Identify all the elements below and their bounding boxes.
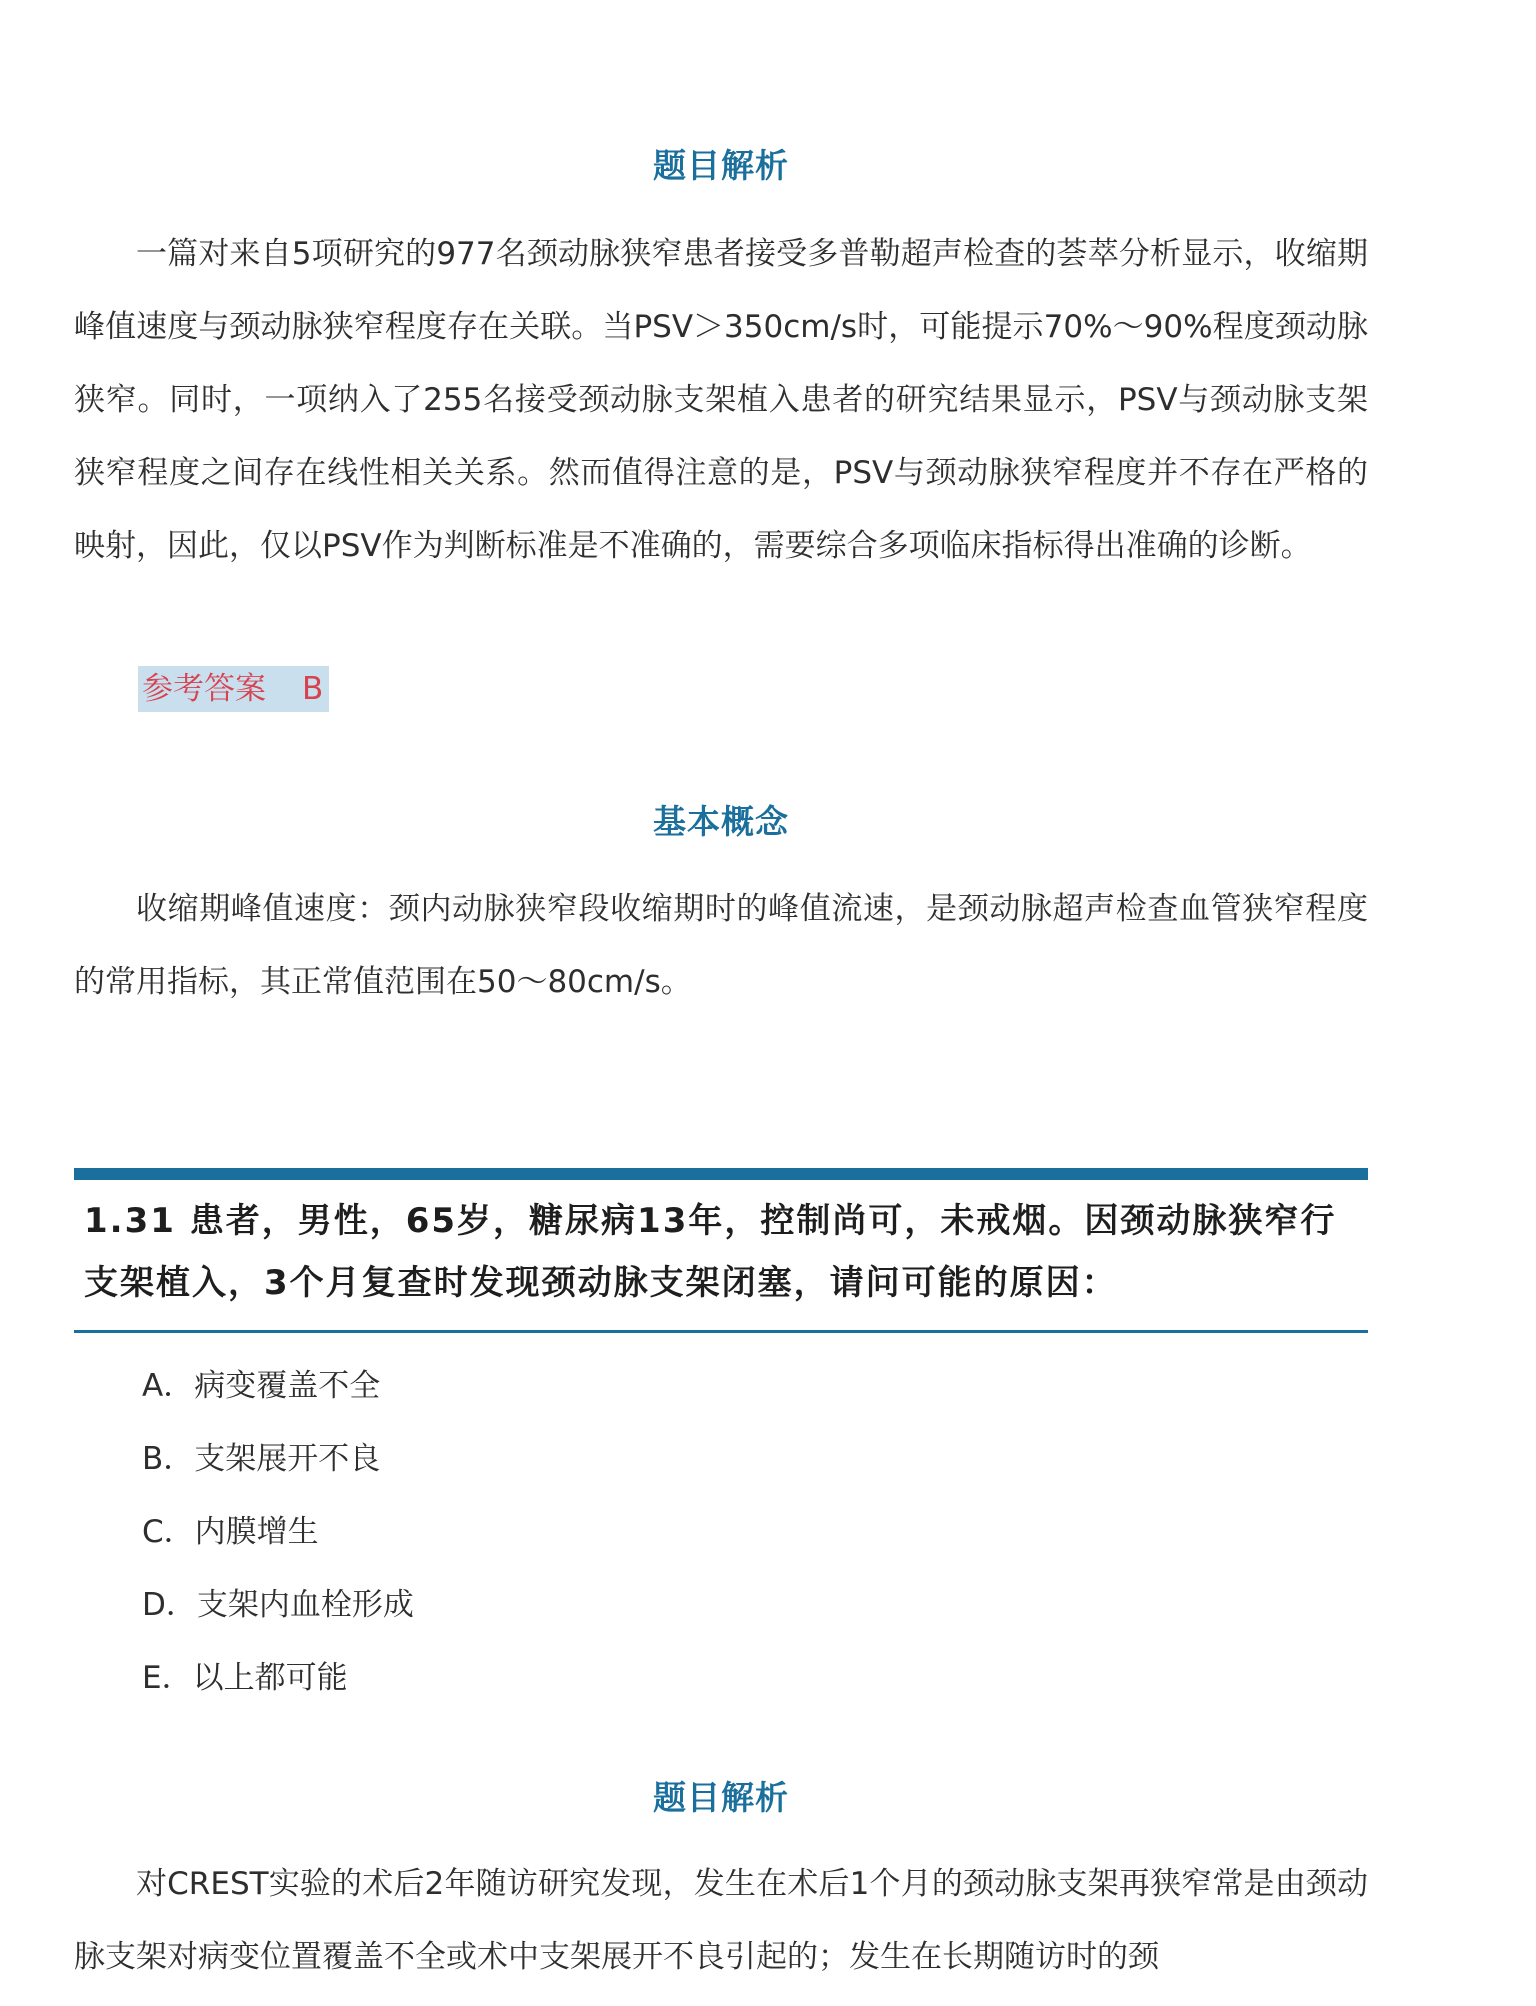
option-a: A．病变覆盖不全: [142, 1368, 381, 1404]
answer-value: B: [302, 671, 324, 707]
section-heading-concept: 基本概念: [653, 802, 789, 841]
question-stem: 1.31 患者，男性，65岁，糖尿病13年，控制尚可，未戒烟。因颈动脉狭窄行支架植入，3个月复查时发现颈动脉支架闭塞，请问可能的原因：: [84, 1201, 1337, 1303]
option-d: D．支架内血栓形成: [142, 1587, 414, 1623]
option-b: B．支架展开不良: [142, 1441, 381, 1477]
question-top-rule: [74, 1168, 1368, 1180]
section-heading-analysis-2: 题目解析: [653, 1778, 789, 1817]
option-c: C．内膜增生: [142, 1514, 319, 1550]
question-bottom-rule: [74, 1330, 1368, 1333]
concept-paragraph: 收缩期峰值速度：颈内动脉狭窄段收缩期时的峰值流速，是颈动脉超声检查血管狭窄程度的常用指标，其正常值范围在50～80cm/s。: [74, 891, 1368, 1000]
analysis-paragraph-2: 对CREST实验的术后2年随访研究发现，发生在术后1个月的颈动脉支架再狭窄常是由颈动脉支架对病变位置覆盖不全或术中支架展开不良引起的；发生在长期随访时的颈: [74, 1866, 1368, 1975]
section-heading-analysis: 题目解析: [653, 146, 789, 185]
reference-answer-badge: [138, 666, 329, 712]
analysis-paragraph: 一篇对来自5项研究的977名颈动脉狭窄患者接受多普勒超声检查的荟萃分析显示，收缩期峰值速度与颈动脉狭窄程度存在关联。当PSV＞350cm/s时，可能提示70%～90%程度颈动脉狭窄。同时，一项纳入了255名接受颈动脉支架植入患者的研究结果显示，PSV与颈动脉支架狭窄程度之间存在线性相关关系。然而值得注意的是，PSV与颈动脉狭窄程度并不存在严格的映射，因此，仅以PSV作为判断标准是不准确的，需要综合多项临床指标得出准确的诊断。: [74, 236, 1368, 564]
answer-label: 参考答案: [142, 671, 266, 707]
option-e: E．以上都可能: [142, 1660, 348, 1696]
